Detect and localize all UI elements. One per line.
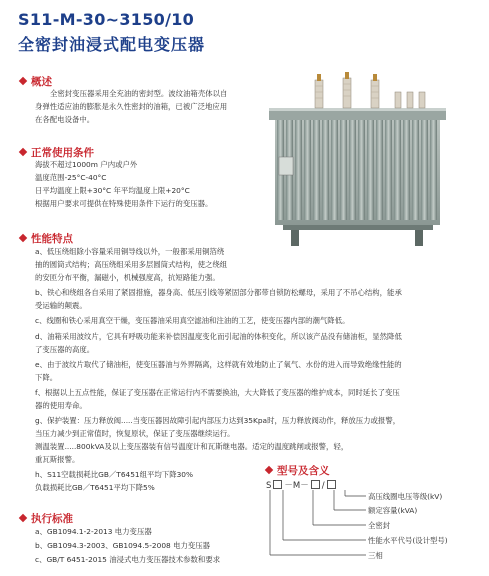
standards-line: a、GB1094.1-2-2013 电力变压器: [35, 527, 152, 536]
overview-heading: [20, 74, 52, 89]
model-code-meaning: 高压线圈电压等级(kV): [368, 492, 443, 501]
standards-line: c、GB/T 6451-2015 油浸式电力变压器技术参数和要求: [35, 555, 221, 564]
features-line: e、由于波纹片取代了储油柜，使变压器油与外界隔离，这样就有效地防止了氧气、水份的进入而导致绝缘性能的: [35, 360, 402, 369]
features-line: 抽的圆筒式结构；高压绕组采用多层圆筒式结构，使之绕组: [35, 260, 228, 269]
features-line: 下降。: [35, 373, 58, 382]
model-code-heading-label: 型号及含义: [277, 465, 330, 477]
features-heading: [20, 231, 73, 246]
features-line: 当压力减少到正常值时，恢复原状，保证了变压器继续运行。: [35, 429, 235, 438]
model-code-heading: [266, 463, 330, 478]
diamond-icon: [19, 77, 27, 85]
features-line: 的安匝分布平衡，漏磁小，机械强度高，抗短路能力强。: [35, 273, 220, 282]
standards-heading-label: 执行标准: [31, 513, 73, 525]
diamond-icon: [19, 234, 27, 242]
standards-heading: [20, 511, 73, 526]
features-line: f、根据以上五点性能，保证了变压器在正常运行内不需要换油，大大降低了变压器的维护成本，同时延长了变压: [35, 388, 400, 397]
code-box: [273, 480, 282, 489]
features-heading-label: 性能特点: [31, 233, 73, 245]
product-title-model: S11-M-30~3150/10: [18, 10, 195, 29]
diamond-icon: [19, 514, 27, 522]
standards-line: b、GB1094.3-2003、GB1094.5-2008 电力变压器: [35, 541, 211, 550]
code-box: [311, 480, 320, 489]
model-code-leader-lines: [266, 490, 376, 570]
features-line: c、线圈和铁心采用真空干燥，变压器油采用真空滤油和注油的工艺，使变压器内部的潮气降低。: [35, 316, 350, 325]
product-title-name: 全密封油浸式配电变压器: [18, 35, 206, 54]
features-line: 受运输的颠震。: [35, 301, 87, 310]
features-line: 测温装置.....800kVA及以上变压器装有信号温度计和瓦斯继电器。适定的温度跳闸或报警，轻，: [35, 442, 349, 451]
features-line: h、S11空载损耗比GB／T6451组平均下降30%: [35, 470, 194, 479]
overview-line: 全密封变压器采用全充油的密封型。波纹油箱壳体以自: [50, 89, 228, 98]
model-code-prefix: S: [266, 481, 272, 491]
features-line: d、油箱采用波纹片，它具有呼吸功能来补偿因温度变化而引起油的体积变化，所以该产品没有储油柜，显然降低: [35, 332, 402, 341]
conditions-line: 温度范围-25°C-40°C: [35, 173, 107, 182]
conditions-line: 海拔不超过1000m 户内或户外: [35, 160, 138, 169]
model-code-meaning: 性能水平代号(设计型号): [368, 536, 448, 545]
overview-line: 身弹性适应油的膨胀是永久性密封的油箱，已被广泛地应用: [35, 102, 228, 111]
features-line: a、低压绕组除小容量采用铜导线以外，一般都采用铜箔绕: [35, 247, 225, 256]
features-line: 负载损耗比GB／T6451平均下降5%: [35, 483, 155, 492]
model-code-meaning: 全密封: [368, 521, 391, 530]
transformer-product-image: [255, 72, 460, 252]
conditions-line: 日平均温度上限+30°C 年平均温度上限+20°C: [35, 186, 190, 195]
model-code-separator: －M－: [284, 481, 309, 491]
overview-line: 在各配电设备中。: [35, 115, 95, 124]
features-line: b、铁心和绕组各自采用了紧固措施，器身高、低压引线等紧固部分都带自锁防松螺母，采用了不吊心结构，能承: [35, 288, 402, 297]
overview-heading-label: 概述: [31, 76, 52, 88]
features-line: 重瓦斯报警。: [35, 455, 80, 464]
features-line: g、保护装置：压力释放阀.....当变压器因故障引起内部压力达到35Kpa时，压力释放阀动作，释放压力或报警，: [35, 416, 401, 425]
conditions-heading-label: 正常使用条件: [31, 147, 94, 159]
model-code-meaning: 三相: [368, 551, 383, 560]
diamond-icon: [265, 466, 273, 474]
code-box: [327, 480, 336, 489]
model-code-meaning: 额定容量(kVA): [368, 506, 418, 515]
diamond-icon: [19, 148, 27, 156]
model-code-slash: /: [321, 481, 325, 491]
conditions-line: 根据用户要求可提供在特殊使用条件下运行的变压器。: [35, 199, 213, 208]
features-line: 器的使用寿命。: [35, 401, 87, 410]
features-line: 了变压器的高度。: [35, 345, 95, 354]
